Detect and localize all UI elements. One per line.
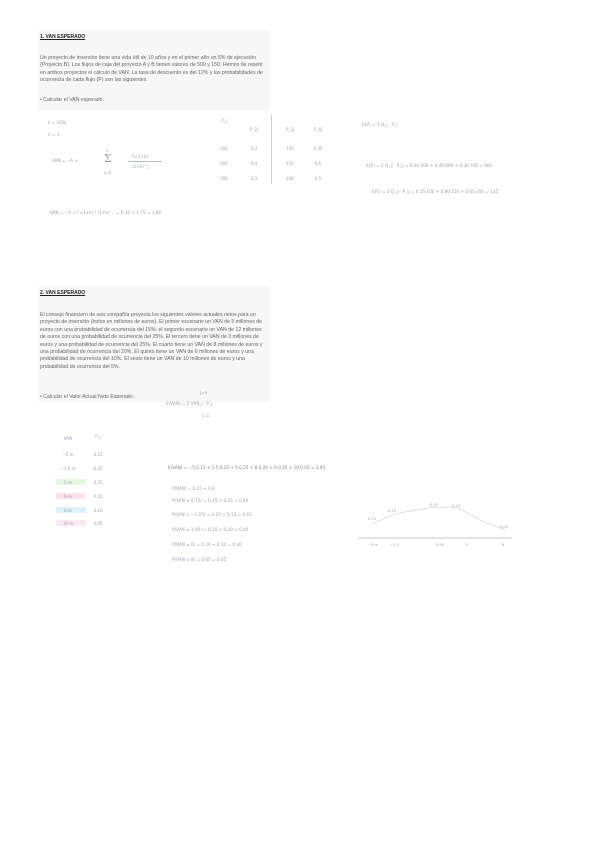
graph-point-label: 0,20 — [452, 504, 461, 508]
expanded-formula: E(VAN) = −5·0,15 + 1,5·0,25 + 5·0,25 + 8·0,20 + 6·0,10 + 10·0,05 = 3,95 — [168, 465, 326, 470]
table-cell: 500 — [220, 146, 228, 151]
graph-axis-label: 8 — [502, 543, 505, 547]
period-line: n = 1 — [48, 132, 60, 137]
table-cell: 0,25 — [93, 466, 103, 471]
prob-line-3: P(VAN > −1,25) = 0,25 + 0,15 = 0,65 — [172, 512, 252, 517]
sum-bottom-2: j=1 — [202, 413, 210, 418]
table-cell: 0,5 — [314, 176, 322, 181]
table-cell: 8 m — [64, 494, 72, 499]
van-sum-bottom: j=1 — [104, 170, 112, 175]
expected-formula-2: E(Ṽ) = Σ Q_ij · P_ij = 0,30·500 + 0,40·600 + 0,30·700 = 600 — [366, 163, 493, 168]
probability-sketch — [356, 498, 516, 550]
section2-task: • Calcular el Valor Actual Neto Esperado. — [40, 394, 134, 400]
sum-symbol-1: Σ — [104, 152, 112, 165]
graph-axis-label: 3,95 — [436, 543, 445, 547]
graph-point-label: 0,15 — [368, 517, 377, 521]
table-cell: 10 m — [62, 521, 74, 526]
van-frac-num: F₁(1+k) — [132, 154, 148, 159]
prob-table-1 — [208, 114, 338, 189]
prob-line-4: P(VAN ≥ 3,95) = 0,25 + 0,20 = 0,45 — [172, 527, 249, 532]
table-divider — [271, 114, 272, 184]
section1-paragraph: Un proyecto de inversión tiene una vida útil de 10 años y en el primer año un 5% de ejecución (Proyecto B). Los flujos de caja del proyecto A y B tienen valores de 500 y 150. Hemos de repetir en ambos proyectos el cálculo de VAN. La tasa de descuento es del 12% y las probabilidades de ocurrencia de cada flujo (P) son las siguientes. — [40, 55, 263, 84]
header-cell: P_2j — [249, 127, 259, 132]
van-frac-line — [128, 161, 162, 162]
table-cell: 150 — [286, 161, 294, 166]
prob-line-1: P(VAN) = 0,15 + 0,8 — [172, 486, 215, 491]
table-cell: 700 — [220, 176, 228, 181]
graph-point-label: 0,25 — [430, 503, 439, 507]
table-cell: 0,25 — [93, 480, 103, 485]
header-cell: VAN — [63, 436, 73, 441]
van-sum-top: n — [106, 148, 109, 153]
table-cell: 200 — [286, 176, 294, 181]
rate-line: k = 10% — [48, 120, 66, 125]
graph-point-label: 0,05 — [500, 525, 509, 529]
van-table-2 — [56, 432, 126, 528]
table-cell: 600 — [220, 161, 228, 166]
prob-line-5: P(VAN ≥ 6) = 0,20 + 0,10 = 0,30 — [172, 542, 242, 547]
van-formula: VAN = −A + — [52, 158, 78, 163]
header-cell: P_4j — [313, 127, 323, 132]
table-cell: 0,4 — [250, 161, 258, 166]
section2-paragraph: El consejo financiero de una compañía proyecta los siguientes valores actuales netos para un proyecto de inversión (todos en millones de euros). El primer escenario un VAN de 5 millones de euros con una probabilidad de ocurrencia del 15%; el segundo escenario un VAN de 12 millones de euros con una probabilidad de ocurrencia del 25%. El tercero tiene un VAN de 3 millones de euros y una probabilidad de ocurrencia del 25%. El cuarto tiene un VAN de 8 millones de euros y una probabilidad de ocurrencia del 20%. El quinto tiene un VAN de 6 millones de euros y una probabilidad de ocurrencia del 10%. El sexto tiene un VAN de 10 millones de euros y una probabilidad de ocurrencia del 5%. — [40, 312, 263, 370]
graph-axis-label: −5 m — [368, 543, 378, 547]
table-cell: 0,10 — [93, 508, 103, 513]
header-cell: P_3j — [285, 127, 295, 132]
prob-line-6: P(VAN ≥ 8) = 0,05 = 0,05 — [172, 557, 227, 562]
expected-formula-3: E(Ṽ) = Σ Q_ij · P_ij = 0,35·100 + 0,60·150 + 0,05·200 = 135 — [372, 189, 499, 194]
expected-formula-1: E(Ṽ) = Σ Q_j · P_j — [362, 122, 398, 127]
graph-axis-label: −1,5 — [390, 543, 399, 547]
table-cell: 0,35 — [313, 146, 323, 151]
van-frac-den: (1+k)^j — [132, 164, 149, 169]
table-cell: −5 m — [62, 452, 74, 457]
table-cell: 100 — [286, 146, 294, 151]
sum-formula-2: E(VAN) = Σ VAN_j · P_j — [166, 401, 213, 406]
prob-line-2: P(VAN ≥ 0,75) = 0,15 + 0,25 = 0,40 — [172, 498, 249, 503]
section1-title: 1. VAN ESPERADO — [40, 34, 86, 40]
table-cell: 0,3 — [250, 146, 258, 151]
section1-task: • Calcular el VAN esperado. — [40, 97, 104, 103]
section2-title: 2. VAN ESPERADO — [40, 290, 86, 296]
table-cell: 5 m — [64, 480, 72, 485]
table-cell: 0,15 — [93, 452, 103, 457]
table-cell: 0,6 — [314, 161, 322, 166]
header-cell: P_j — [95, 434, 101, 439]
table-cell: 0,05 — [93, 521, 103, 526]
sum-top-2: j=n — [200, 390, 208, 395]
table-cell: 6 m — [64, 508, 72, 513]
graph-point-label: 0,25 — [388, 509, 397, 513]
table-cell: 0,3 — [250, 176, 258, 181]
table-cell: −1,5 m — [60, 466, 76, 471]
van-bottom-formula: VAN = −A + F₁(1+k) / (1+k) … = 0,30 + 1,75 = 1,80 — [50, 210, 162, 215]
graph-axis-label: 5 — [466, 543, 469, 547]
table-cell: 0,20 — [93, 494, 103, 499]
header-cell: P_j — [221, 118, 227, 123]
